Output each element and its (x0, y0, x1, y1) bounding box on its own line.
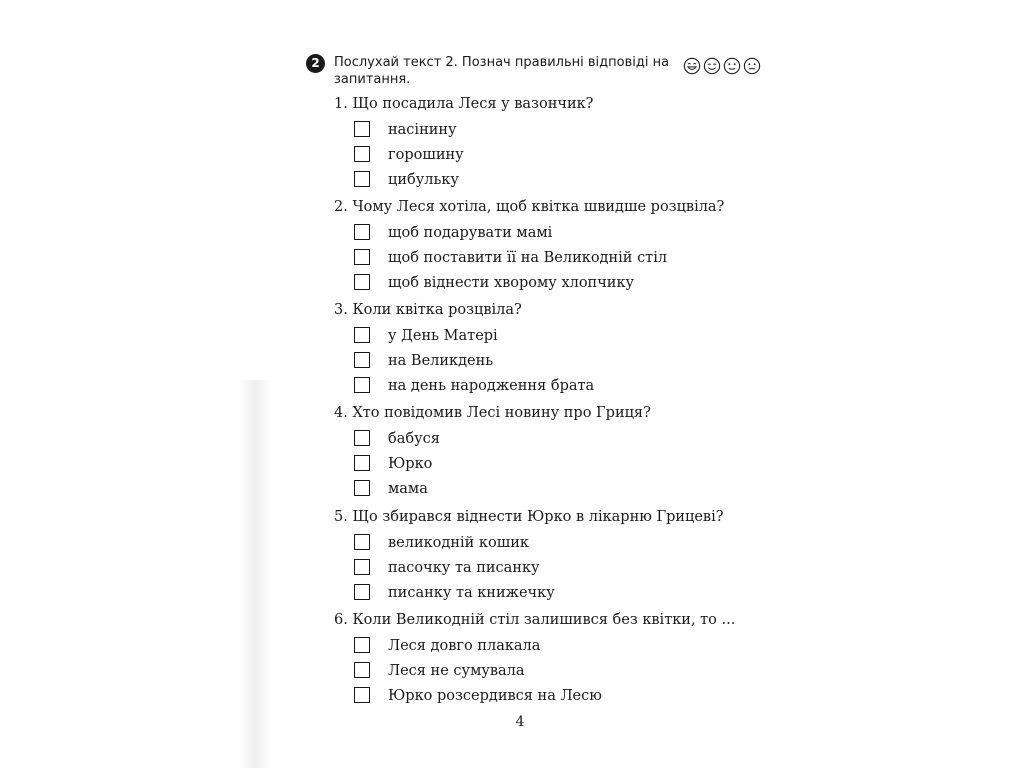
answer-checkbox[interactable] (354, 249, 370, 265)
answer-checkbox[interactable] (354, 352, 370, 368)
answer-label: на Великдень (388, 353, 494, 369)
answer-option (334, 531, 774, 556)
answer-option (334, 168, 774, 193)
answer-option (334, 684, 774, 709)
answer-options (334, 221, 774, 296)
answer-options (334, 427, 774, 502)
question-text: 6. Коли Великодній стіл залишився без квітки, то ... (334, 612, 736, 628)
answer-label: мама (388, 481, 428, 497)
task-instruction: Послухай текст 2. Познач правильні відповіді на запитання. (334, 55, 670, 87)
answer-checkbox[interactable] (354, 687, 370, 703)
task-number-badge: 2 (306, 54, 325, 73)
answer-checkbox[interactable] (354, 455, 370, 471)
question-1 (334, 94, 774, 193)
answer-checkbox[interactable] (354, 637, 370, 653)
answer-label: насінину (388, 122, 457, 138)
question-2 (334, 197, 774, 296)
self-assessment-smileys (683, 57, 761, 75)
sad-face-icon[interactable] (743, 57, 761, 75)
answer-option (334, 374, 774, 399)
answer-checkbox[interactable] (354, 480, 370, 496)
answer-options (334, 324, 774, 399)
answer-checkbox[interactable] (354, 274, 370, 290)
answer-option (334, 659, 774, 684)
answer-option (334, 556, 774, 581)
question-text: 5. Що збирався віднести Юрко в лікарню Грицеві? (334, 509, 724, 525)
answer-option (334, 118, 774, 143)
answer-label: пасочку та писанку (388, 560, 540, 576)
answer-checkbox[interactable] (354, 121, 370, 137)
answer-label: щоб віднести хворому хлопчику (388, 275, 635, 291)
answer-label: великодній кошик (388, 535, 529, 551)
question-3 (334, 300, 774, 399)
answer-options (334, 118, 774, 193)
answer-options (334, 531, 774, 606)
task-header (306, 54, 766, 90)
answer-label: цибульку (388, 172, 459, 188)
answer-label: Леся не сумувала (388, 663, 525, 679)
answer-option (334, 221, 774, 246)
question-text: 1. Що посадила Леся у вазончик? (334, 96, 594, 112)
answer-label: у День Матері (388, 328, 498, 344)
answer-label: горошину (388, 147, 464, 163)
answer-option (334, 246, 774, 271)
happy-face-icon[interactable] (703, 57, 721, 75)
answer-label: Юрко (388, 456, 433, 472)
answer-option (334, 349, 774, 374)
answer-option (334, 581, 774, 606)
answer-checkbox[interactable] (354, 584, 370, 600)
neutral-face-icon[interactable] (723, 57, 741, 75)
answer-option (334, 143, 774, 168)
answer-label: Леся довго плакала (388, 638, 541, 654)
answer-options (334, 634, 774, 709)
page-margin-shadow (238, 380, 272, 768)
answer-option (334, 271, 774, 296)
very-happy-face-icon[interactable] (683, 57, 701, 75)
answer-checkbox[interactable] (354, 662, 370, 678)
answer-label: на день народження брата (388, 378, 595, 394)
answer-label: бабуся (388, 431, 440, 447)
question-4 (334, 403, 774, 502)
answer-option (334, 427, 774, 452)
question-text: 4. Хто повідомив Лесі новину про Гриця? (334, 405, 651, 421)
page-number: 4 (515, 714, 525, 730)
answer-checkbox[interactable] (354, 146, 370, 162)
answer-label: щоб поставити її на Великодній стіл (388, 250, 668, 266)
answer-checkbox[interactable] (354, 430, 370, 446)
question-5 (334, 507, 774, 606)
question-6 (334, 610, 774, 709)
answer-label: щоб подарувати мамі (388, 225, 553, 241)
answer-label: писанку та книжечку (388, 585, 555, 601)
question-text: 3. Коли квітка розцвіла? (334, 302, 522, 318)
answer-checkbox[interactable] (354, 224, 370, 240)
answer-label: Юрко розсердився на Лесю (388, 688, 602, 704)
answer-checkbox[interactable] (354, 534, 370, 550)
answer-option (334, 452, 774, 477)
answer-option (334, 477, 774, 502)
answer-checkbox[interactable] (354, 171, 370, 187)
answer-checkbox[interactable] (354, 327, 370, 343)
answer-checkbox[interactable] (354, 559, 370, 575)
answer-checkbox[interactable] (354, 377, 370, 393)
answer-option (334, 634, 774, 659)
question-text: 2. Чому Леся хотіла, щоб квітка швидше розцвіла? (334, 199, 725, 215)
answer-option (334, 324, 774, 349)
